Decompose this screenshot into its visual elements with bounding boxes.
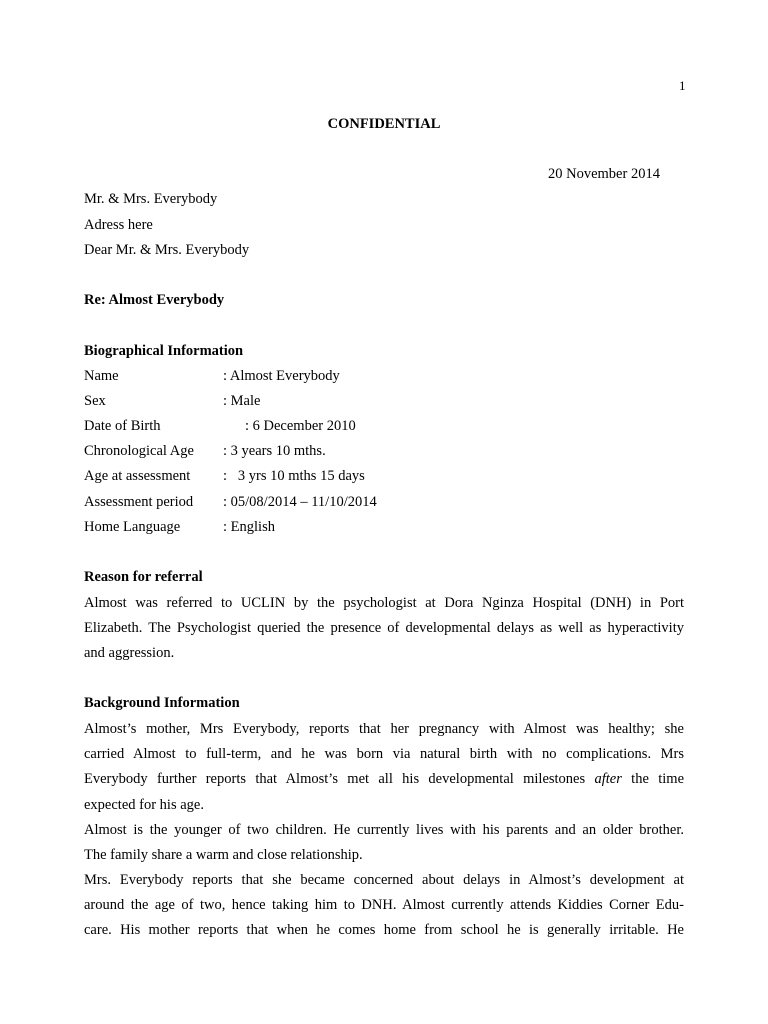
paragraph-line: Almost is the younger of two children. He currently lives with his parents and an older brother.	[84, 822, 684, 838]
background-paragraph-3	[84, 868, 684, 944]
bio-label: Chronological Age	[84, 443, 194, 459]
bio-value: : 6 December 2010	[245, 418, 356, 434]
bio-value: : English	[223, 519, 275, 535]
text-span: Everybody further reports that Almost’s met all his developmental milestones	[84, 771, 595, 788]
bio-row-dob	[84, 418, 356, 435]
bio-row-chronological-age	[84, 443, 326, 460]
bio-row-assessment-period	[84, 494, 377, 511]
addressee-address: Adress here	[84, 217, 153, 233]
paragraph-line: Almost’s mother, Mrs Everybody, reports that her pregnancy with Almost was healthy; she	[84, 721, 684, 737]
bio-row-sex	[84, 393, 260, 410]
bio-label: Name	[84, 368, 119, 384]
reason-heading: Reason for referral	[84, 569, 203, 585]
page-number: 1	[679, 78, 686, 93]
paragraph-line: Almost was referred to UCLIN by the psychologist at Dora Nginza Hospital (DNH) in Port	[84, 595, 684, 611]
bio-value: : Almost Everybody	[223, 368, 340, 384]
paragraph-line	[84, 767, 684, 792]
bio-value: : 3 years 10 mths.	[223, 443, 326, 459]
emphasis-text: after	[594, 771, 622, 788]
paragraph-line: and aggression.	[84, 645, 175, 662]
bio-label: Home Language	[84, 519, 181, 535]
bio-label: Sex	[84, 393, 106, 409]
re-line: Re: Almost Everybody	[84, 292, 225, 308]
letter-date: 20 November 2014	[548, 166, 660, 182]
bio-value: : 05/08/2014 – 11/10/2014	[223, 494, 377, 510]
text-span: the time	[621, 771, 684, 788]
bio-row-age-at-assessment	[84, 468, 365, 485]
background-paragraph-2	[84, 818, 684, 868]
background-paragraph-1	[84, 717, 684, 818]
addressee-name: Mr. & Mrs. Everybody	[84, 191, 218, 207]
paragraph-line: around the age of two, hence taking him to DNH. Almost currently attends Kiddies Corner Edu-	[84, 897, 684, 914]
background-heading: Background Information	[84, 695, 240, 711]
biographical-heading: Biographical Information	[84, 343, 244, 359]
bio-row-home-language	[84, 519, 275, 536]
bio-row-name	[84, 368, 340, 385]
bio-label: Assessment period	[84, 494, 194, 510]
paragraph-line: The family share a warm and close relationship.	[84, 847, 363, 864]
bio-label: Date of Birth	[84, 418, 161, 434]
paragraph-line: Mrs. Everybody reports that she became concerned about delays in Almost’s development at	[84, 872, 684, 888]
paragraph-line: care. His mother reports that when he comes home from school he is generally irritable. He	[84, 922, 684, 939]
bio-value: : 3 yrs 10 mths 15 days	[223, 468, 365, 484]
bio-value: : Male	[223, 393, 261, 409]
salutation: Dear Mr. & Mrs. Everybody	[84, 242, 250, 258]
reason-paragraph	[84, 591, 684, 667]
document-title: CONFIDENTIAL	[327, 116, 441, 132]
paragraph-line: carried Almost to full-term, and he was born via natural birth with no complications. Mrs	[84, 746, 684, 763]
bio-label: Age at assessment	[84, 468, 191, 484]
paragraph-line: expected for his age.	[84, 796, 204, 813]
paragraph-line: Elizabeth. The Psychologist queried the presence of developmental delays as well as hyperactivity	[84, 620, 684, 637]
